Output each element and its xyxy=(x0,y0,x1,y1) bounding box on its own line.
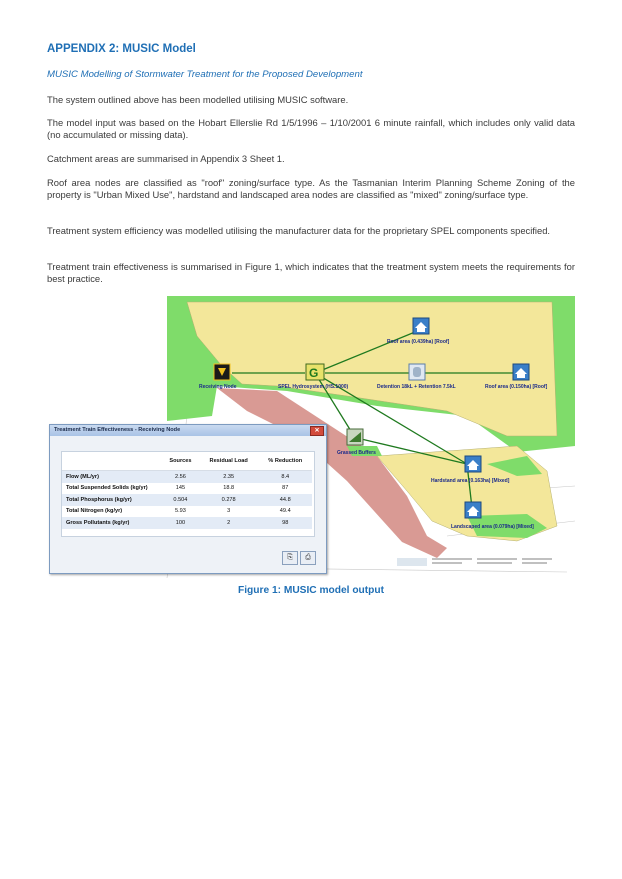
paragraph: The model input was based on the Hobart Ellerslie Rd 1/5/1996 – 1/10/2001 6 minute rainfall, which includes only valid data (no accumulated or missing data). xyxy=(47,117,575,141)
hardstand-node-label: Hardstand area (0.163ha) [Mixed] xyxy=(431,478,510,484)
row-label: Total Nitrogen (kg/yr) xyxy=(66,508,123,515)
landscaped-node-label: Landscaped area (0.079ha) [Mixed] xyxy=(451,524,534,530)
paragraph: Treatment system efficiency was modelled utilising the manufacturer data for the proprietary SPEL components specified. xyxy=(47,225,551,236)
paragraph: Catchment areas are summarised in Appendix 3 Sheet 1. xyxy=(47,153,285,164)
appendix-heading: APPENDIX 2: MUSIC Model xyxy=(47,43,196,55)
detention-node-label: Detention 18kL + Retention 7.5kL xyxy=(377,384,456,390)
table-row xyxy=(62,483,312,495)
row-label: Total Phosphorus (kg/yr) xyxy=(62,494,162,506)
receiving-node-label: Receiving Node xyxy=(199,384,237,390)
treatment-effectiveness-dialog[interactable] xyxy=(49,424,327,574)
cell-sources: 100 xyxy=(162,517,199,529)
table-row xyxy=(62,517,312,529)
results-table-container xyxy=(61,451,315,537)
paragraph: Treatment train effectiveness is summarised in Figure 1, which indicates that the treatment system meets the requirements for best practice. xyxy=(47,261,575,285)
cell-sources: 145 xyxy=(175,485,186,492)
cell-reduction: 8.4 xyxy=(258,471,312,483)
cell-reduction: 87 xyxy=(282,485,289,492)
cell-residual: 2.35 xyxy=(199,471,259,483)
roof-node-1-label: Roof area (0.439ha) [Roof] xyxy=(387,339,450,345)
cell-sources: 5.93 xyxy=(174,508,186,515)
cell-sources: 2.56 xyxy=(162,471,199,483)
copy-button[interactable] xyxy=(282,551,298,565)
paragraph: Roof area nodes are classified as "roof" zoning/surface type. As the Tasmanian Interim Planning Scheme Zoning of the property is "Urban Mixed Use", hardstand and landscaped area nodes are classified as "mixed" zoning/surface type. xyxy=(47,177,575,201)
paragraph: The system outlined above has been modelled utilising MUSIC software. xyxy=(47,94,349,105)
grassed-buffer-label: Grassed Buffers xyxy=(337,450,376,456)
section-subtitle: MUSIC Modelling of Stormwater Treatment for the Proposed Development xyxy=(47,69,363,80)
cell-reduction: 49.4 xyxy=(279,508,291,515)
row-label: Flow (ML/yr) xyxy=(62,471,162,483)
column-header: Sources xyxy=(162,452,199,471)
column-header: % Reduction xyxy=(258,452,312,471)
table-row xyxy=(62,494,312,506)
column-header: Residual Load xyxy=(199,452,259,471)
dialog-title: Treatment Train Effectiveness - Receiving Node xyxy=(54,427,181,433)
cell-reduction: 44.8 xyxy=(258,494,312,506)
cell-residual: 3 xyxy=(227,508,231,515)
print-icon: ⎙ xyxy=(305,554,311,561)
column-header xyxy=(62,452,162,471)
row-label: Gross Pollutants (kg/yr) xyxy=(62,517,162,529)
row-label: Total Suspended Solids (kg/yr) xyxy=(66,485,148,492)
cell-residual: 2 xyxy=(199,517,259,529)
cell-reduction: 98 xyxy=(258,517,312,529)
cell-residual: 18.8 xyxy=(223,485,235,492)
table-row xyxy=(62,471,312,483)
cell-residual: 0.278 xyxy=(199,494,259,506)
figure-caption: Figure 1: MUSIC model output xyxy=(237,585,384,596)
roof-node-2-label: Roof area (0.150ha) [Roof] xyxy=(485,384,548,390)
spel-node-label: SPEL Hydrosystem (HS.1000) xyxy=(278,384,349,390)
results-table xyxy=(62,452,312,529)
cell-sources: 0.504 xyxy=(162,494,199,506)
print-button[interactable] xyxy=(300,551,316,565)
copy-icon: ⎘ xyxy=(287,554,293,561)
table-row xyxy=(62,506,312,518)
svg-text:G: G xyxy=(309,366,319,380)
dialog-title-bar[interactable] xyxy=(50,425,326,436)
close-icon[interactable]: ✕ xyxy=(310,426,324,436)
